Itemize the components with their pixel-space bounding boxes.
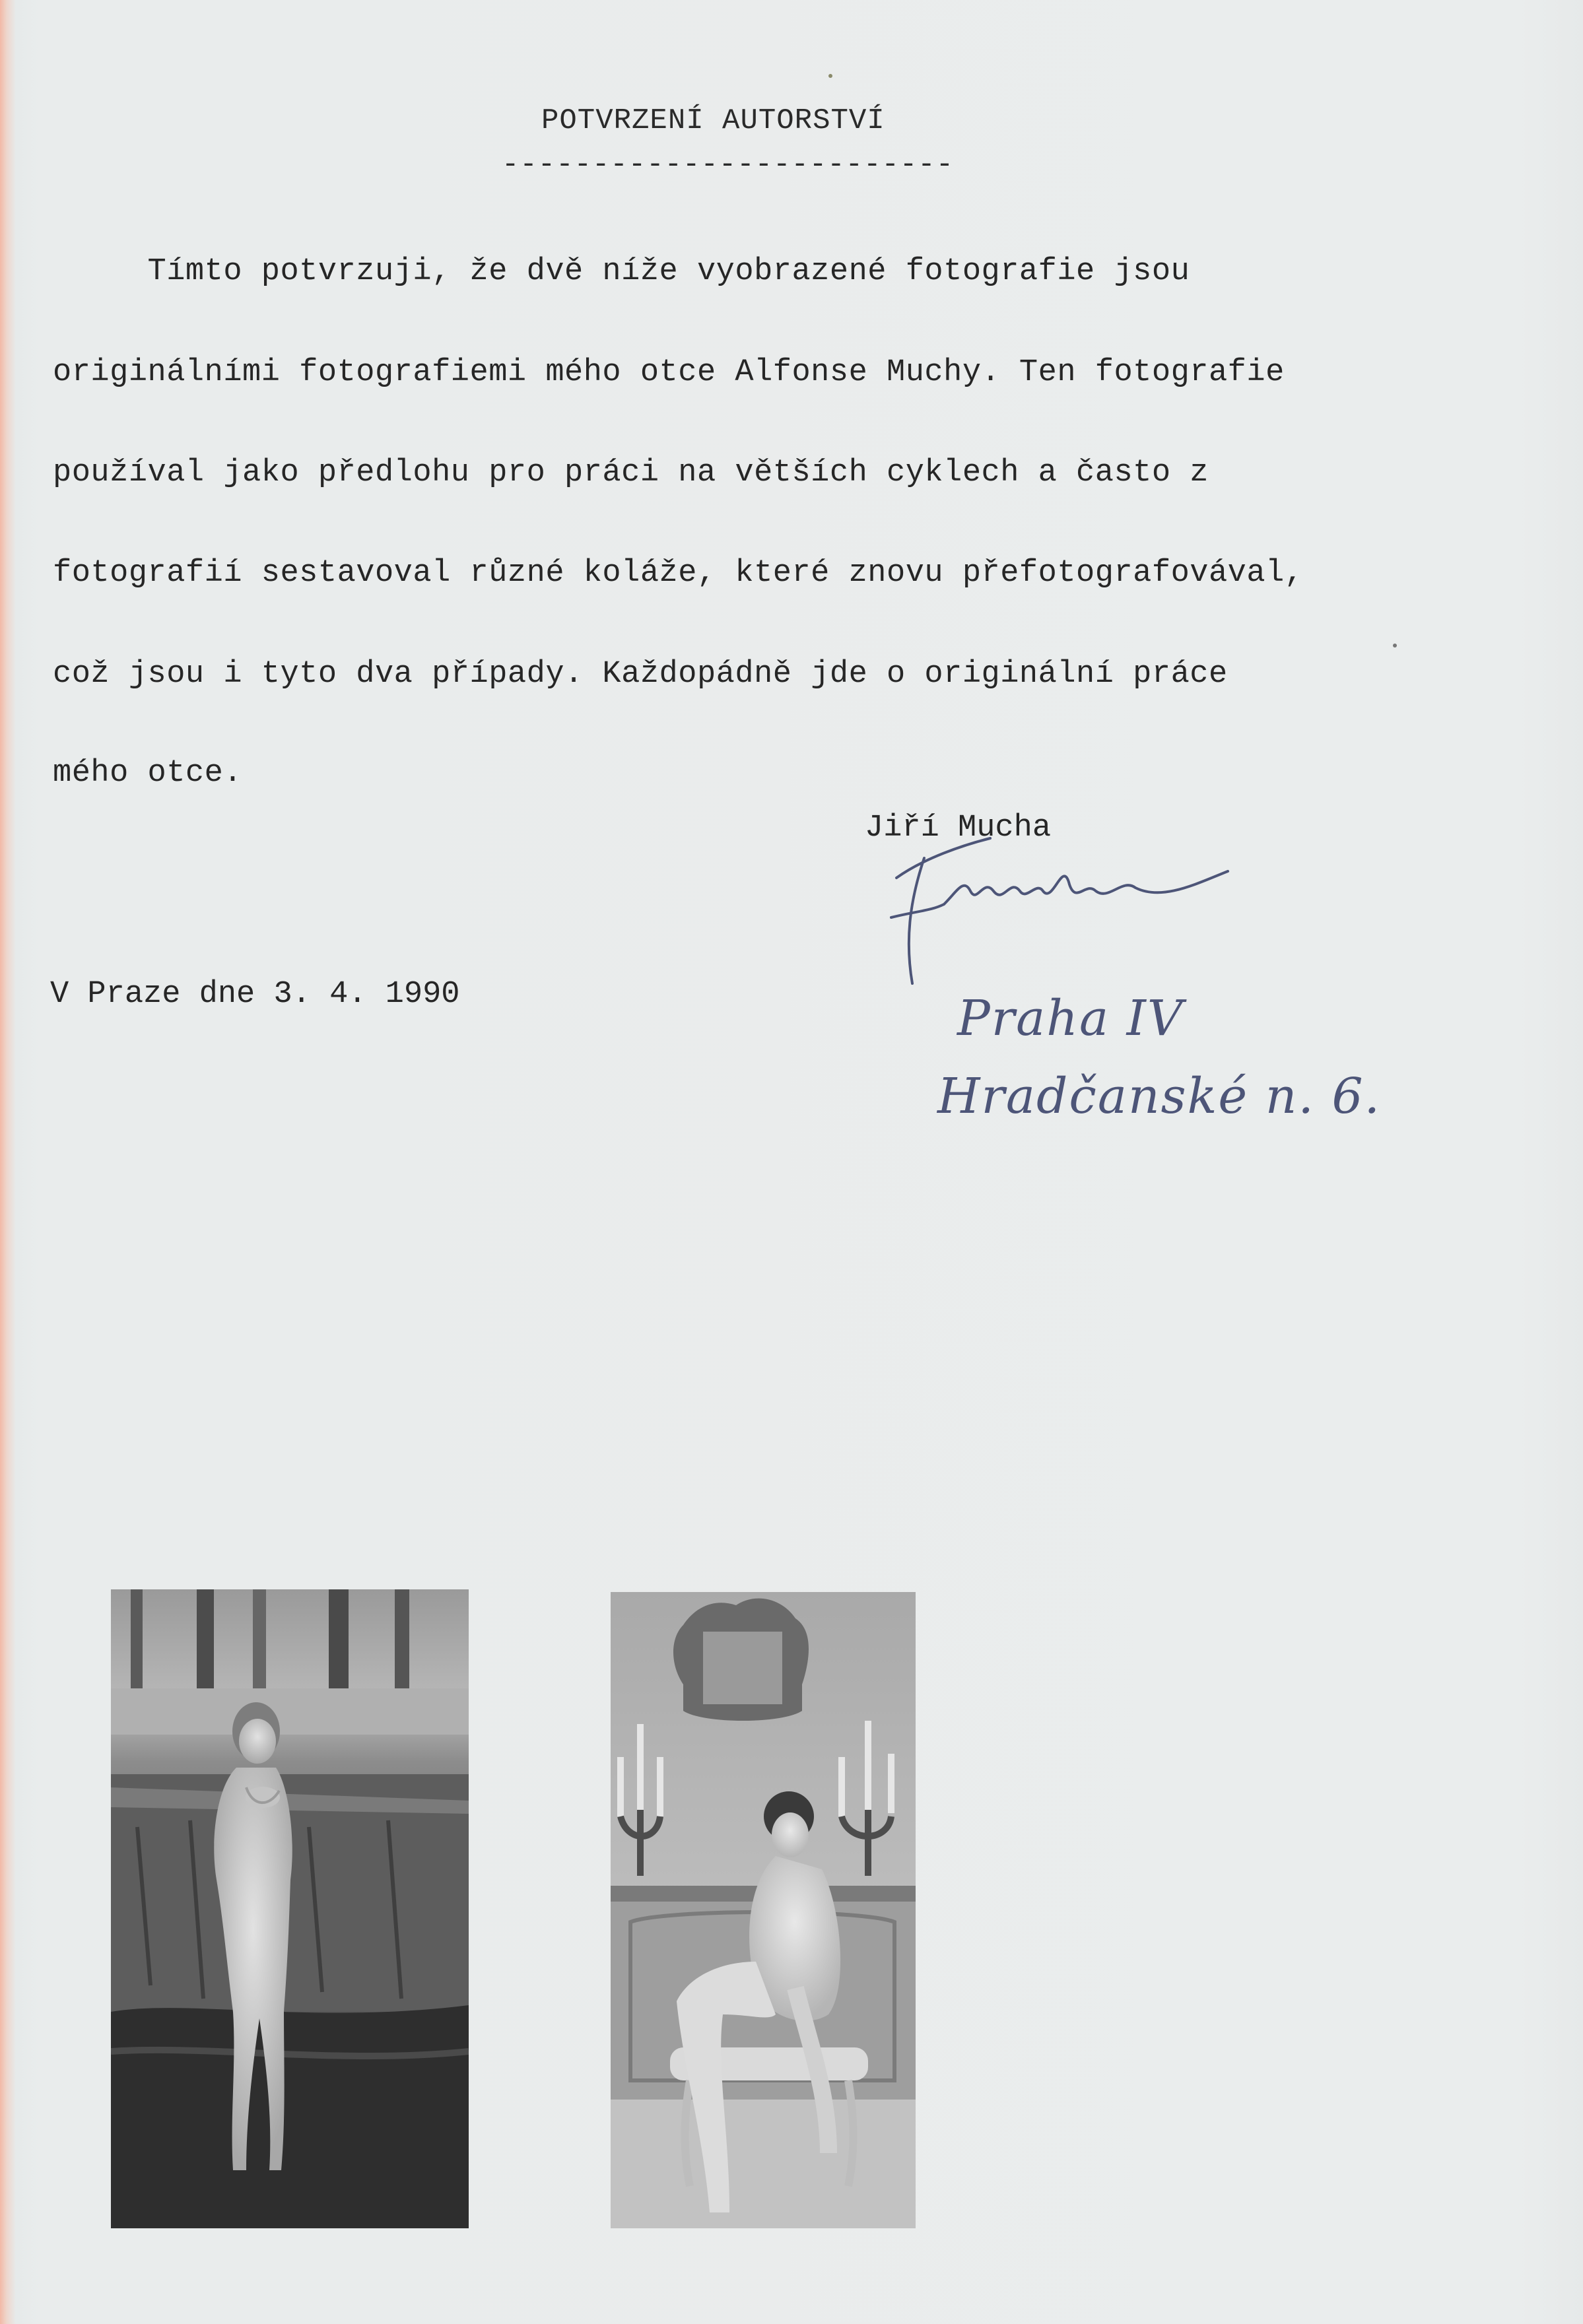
- body-line-5: což jsou i tyto dva případy. Každopádně jde o originální práce: [53, 657, 1228, 692]
- body-line-4: fotografií sestavoval různé koláže, které znovu přefotografovával,: [53, 556, 1304, 591]
- handwritten-signature: [885, 818, 1307, 1003]
- nude-woman-by-water-photo: [111, 1589, 469, 2228]
- body-line-1: Tímto potvrzuji, že dvě níže vyobrazené fotografie jsou: [53, 254, 1190, 289]
- handwritten-address-line1: Praha IV: [957, 990, 1184, 1047]
- signer-name: Jiří Mucha: [865, 811, 1052, 846]
- document-title: POTVRZENÍ AUTORSTVÍ: [541, 104, 885, 137]
- body-line-3: používal jako předlohu pro práci na větších cyklech a často z: [53, 455, 1209, 490]
- handwritten-address-line2: Hradčanské n. 6.: [937, 1068, 1382, 1125]
- date-line: V Praze dne 3. 4. 1990: [50, 977, 460, 1012]
- body-line-6: mého otce.: [53, 756, 243, 791]
- ink-speck: [1393, 644, 1397, 647]
- title-underline: -------------------------: [502, 149, 955, 182]
- body-line-2: originálními fotografiemi mého otce Alfonse Muchy. Ten fotografie: [53, 355, 1285, 390]
- ink-speck: [828, 74, 832, 78]
- seated-woman-interior-photo: [611, 1592, 916, 2228]
